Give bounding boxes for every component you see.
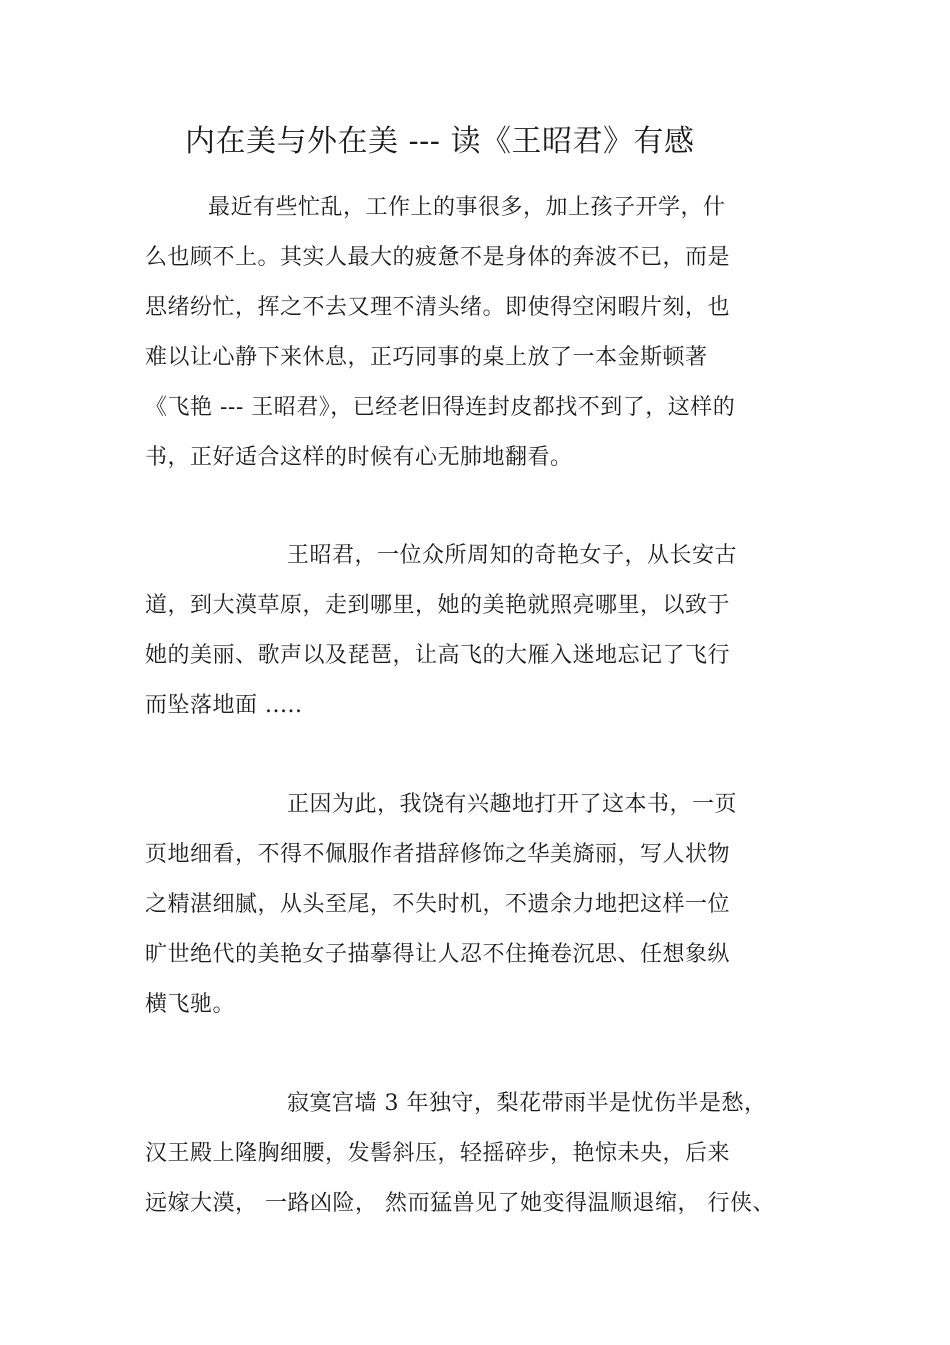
paragraph-2 — [145, 531, 805, 731]
paragraph-line: 而坠落地面 ..... — [145, 693, 303, 718]
paragraph-line: 思绪纷忙，挥之不去又理不清头绪。即使得空闲暇片刻，也 — [145, 295, 731, 320]
paragraph-line: 寂寞宫墙 3 年独守，梨花带雨半是忧伤半是愁， — [287, 1091, 767, 1116]
paragraph-1 — [145, 183, 805, 483]
paragraph-4 — [145, 1079, 805, 1229]
paragraph-line: 汉王殿上隆胸细腰，发髻斜压，轻摇碎步，艳惊未央，后来 — [145, 1141, 731, 1166]
paragraph-line: 页地细看，不得不佩服作者措辞修饰之华美旖丽，写人状物 — [145, 842, 731, 867]
paragraph-line: 之精湛细腻，从头至尾，不失时机，不遗余力地把这样一位 — [145, 892, 731, 917]
paragraph-line: 书，正好适合这样的时候有心无肺地翻看。 — [145, 445, 573, 470]
paragraph-line: 道，到大漠草原，走到哪里，她的美艳就照亮哪里，以致于 — [145, 593, 731, 618]
paragraph-3 — [145, 780, 805, 1030]
paragraph-line: 王昭君，一位众所周知的奇艳女子，从长安古 — [287, 543, 738, 568]
paragraph-line: 么也顾不上。其实人最大的疲惫不是身体的奔波不已，而是 — [145, 245, 731, 270]
paragraph-line: 远嫁大漠， 一路凶险， 然而猛兽见了她变得温顺退缩， 行侠、 — [145, 1191, 775, 1216]
paragraph-line: 旷世绝代的美艳女子描摹得让人忍不住掩卷沉思、任想象纵 — [145, 942, 731, 967]
paragraph-line: 难以让心静下来休息，正巧同事的桌上放了一本金斯顿著 — [145, 345, 708, 370]
paragraph-line: 她的美丽、歌声以及琵琶，让高飞的大雁入迷地忘记了飞行 — [145, 643, 731, 668]
paragraph-line: 横飞驰。 — [145, 992, 236, 1017]
document-title: 内在美与外在美 --- 读《王昭君》有感 — [185, 124, 695, 159]
paragraph-line: 《飞艳 --- 王昭君》，已经老旧得连封皮都找不到了，这样的 — [145, 395, 736, 420]
paragraph-line: 正因为此，我饶有兴趣地打开了这本书，一页 — [287, 792, 738, 817]
paragraph-line: 最近有些忙乱，工作上的事很多，加上孩子开学，什 — [208, 195, 726, 220]
